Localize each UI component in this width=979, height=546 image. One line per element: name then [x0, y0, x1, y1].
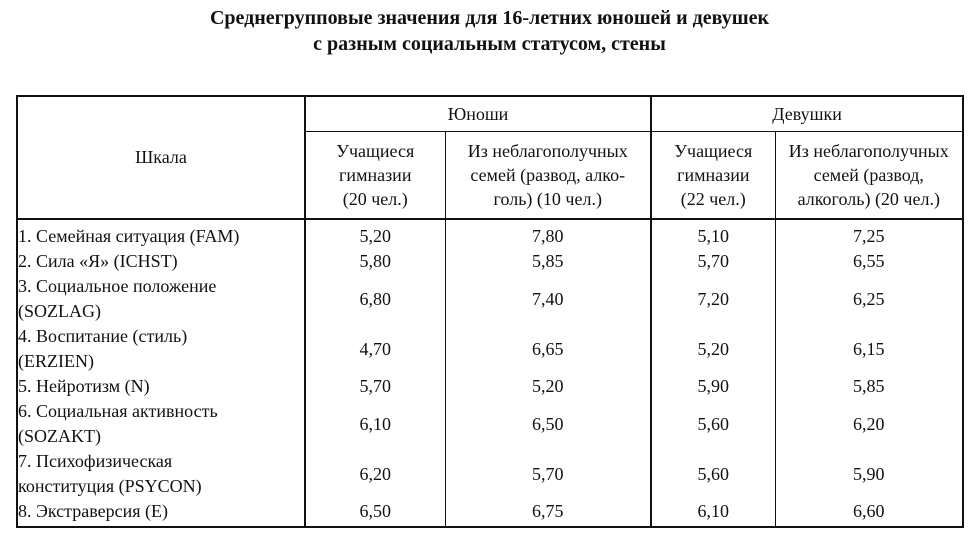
table-row — [17, 249, 963, 274]
girls-dysfunctional-header: Из неблагополучных семей (развод, алкоголь) (20 чел.) — [775, 132, 963, 220]
boys-dysfunctional-value-cell: 7,40 — [445, 274, 651, 324]
boys-dysfunctional-value-cell: 6,75 — [445, 499, 651, 527]
table-row — [17, 219, 963, 249]
girls-dysfunctional-value-cell: 6,15 — [853, 338, 885, 359]
scale-name-cell: 3. Социальное положение (SOZLAG) — [17, 274, 305, 324]
scale-name-cell: 8. Экстраверсия (E) — [17, 499, 305, 527]
boys-gymnasium-value-cell: 6,50 — [305, 499, 445, 527]
girls-gymnasium-value-cell: 5,20 — [651, 324, 775, 374]
boys-gymnasium-value-cell: 6,80 — [305, 274, 445, 324]
scale-name-cell: 6. Социальная активность (SOZAKT) — [17, 399, 305, 449]
boys-dysfunctional-value-cell: 5,85 — [445, 249, 651, 274]
girls-dysfunctional-value-cell: 6,20 — [853, 413, 885, 434]
girls-dysfunctional-value-cell: 5,85 — [853, 376, 885, 396]
table-title-line-2: с разным социальным статусом, стены — [313, 33, 666, 55]
table-row — [17, 374, 963, 399]
scale-name-cell: 2. Сила «Я» (ICHST) — [17, 249, 305, 274]
girls-dysfunctional-value-cell: 6,60 — [853, 501, 885, 521]
boys-dysfunctional-value-cell: 6,50 — [445, 399, 651, 449]
table-row — [17, 274, 963, 324]
girls-gymnasium-header: Учащиеся гимназии (22 чел.) — [651, 132, 775, 220]
boys-dysfunctional-header: Из неблагополучных семей (развод, алко- голь) (10 чел.) — [445, 132, 651, 220]
boys-gymnasium-header: Учащиеся гимназии (20 чел.) — [305, 132, 445, 220]
boys-gymnasium-value-cell: 6,20 — [305, 449, 445, 499]
boys-dysfunctional-value-cell: 6,65 — [445, 324, 651, 374]
girls-dysfunctional-value-cell: 7,25 — [853, 226, 885, 246]
boys-group-header: Юноши — [305, 96, 651, 132]
girls-gymnasium-value-cell: 5,60 — [651, 399, 775, 449]
boys-gymnasium-value-cell: 5,20 — [305, 219, 445, 249]
boys-gymnasium-value-cell: 4,70 — [305, 324, 445, 374]
scale-name-cell: 7. Психофизическая конституция (PSYCON) — [17, 449, 305, 499]
scale-name-cell: 4. Воспитание (стиль) (ERZIEN) — [17, 324, 305, 374]
girls-group-header: Девушки — [651, 96, 963, 132]
girls-dysfunctional-value-cell: 6,25 — [853, 288, 885, 309]
boys-dysfunctional-value-cell: 5,70 — [445, 449, 651, 499]
girls-gymnasium-value-cell: 6,10 — [651, 499, 775, 527]
girls-gymnasium-value-cell: 5,10 — [651, 219, 775, 249]
scale-name-cell: 1. Семейная ситуация (FAM) — [17, 219, 305, 249]
boys-dysfunctional-value-cell: 5,20 — [445, 374, 651, 399]
scale-name-cell: 5. Нейротизм (N) — [17, 374, 305, 399]
boys-dysfunctional-value-cell: 7,80 — [445, 219, 651, 249]
girls-dysfunctional-value-cell: 5,90 — [853, 463, 885, 484]
girls-gymnasium-value-cell: 5,60 — [651, 449, 775, 499]
boys-gymnasium-value-cell: 6,10 — [305, 399, 445, 449]
boys-gymnasium-value-cell: 5,80 — [305, 249, 445, 274]
scale-column-header: Шкала — [17, 96, 305, 219]
table-title-line-1: Среднегрупповые значения для 16-летних юношей и девушек — [209, 7, 770, 29]
boys-gymnasium-value-cell: 5,70 — [305, 374, 445, 399]
table-row — [17, 399, 963, 449]
data-table — [16, 95, 964, 528]
girls-gymnasium-value-cell: 7,20 — [651, 274, 775, 324]
girls-gymnasium-value-cell: 5,90 — [651, 374, 775, 399]
table-row — [17, 324, 963, 374]
table-row — [17, 449, 963, 499]
table-row — [17, 499, 963, 527]
girls-gymnasium-value-cell: 5,70 — [651, 249, 775, 274]
girls-dysfunctional-value-cell: 6,55 — [853, 251, 885, 271]
